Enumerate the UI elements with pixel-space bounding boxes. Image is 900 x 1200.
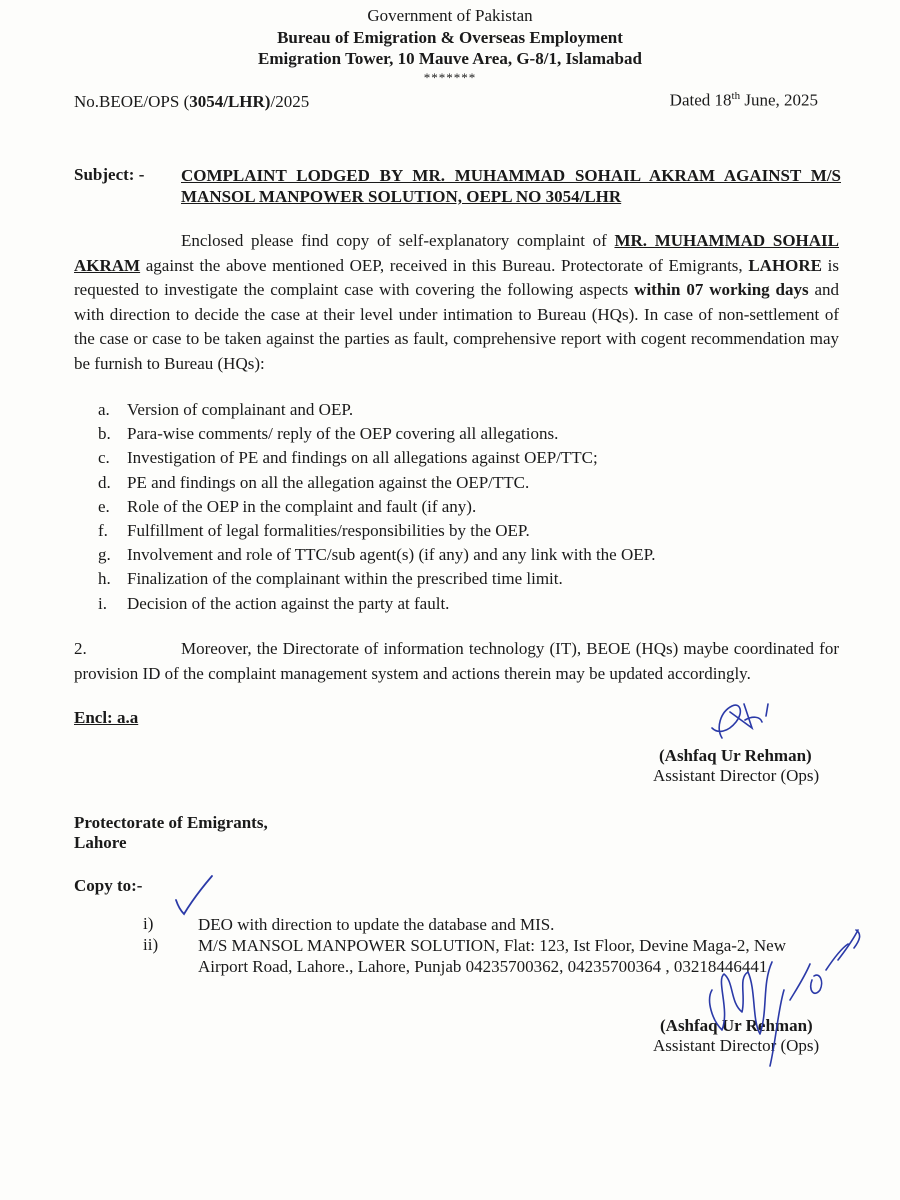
ref-prefix: No.BEOE/OPS ( xyxy=(74,92,190,111)
signatory-name: (Ashfaq Ur Rehman) xyxy=(659,746,812,765)
list-text: PE and findings on all the allegation against the OEP/TTC. xyxy=(127,472,530,492)
list-letter: g. xyxy=(98,545,111,565)
list-item xyxy=(98,398,858,422)
list-text: Decision of the action against the party at fault. xyxy=(127,593,450,613)
list-letter: e. xyxy=(98,496,110,516)
list-text: Investigation of PE and findings on all allegations against OEP/TTC; xyxy=(127,448,598,468)
check-mark xyxy=(176,876,212,914)
list-text: Version of complainant and OEP. xyxy=(127,400,354,419)
complainant-name: MR. MUHAMMAD SOHAIL AKRAM xyxy=(74,231,839,275)
list-item xyxy=(98,471,858,495)
list-item xyxy=(98,567,858,591)
list-letter: d. xyxy=(98,472,111,492)
govt-heading: Government of Pakistan xyxy=(367,6,533,25)
para1-text-a: Enclosed please find copy of self-explanatory complaint of xyxy=(181,231,615,250)
list-item xyxy=(98,519,858,543)
bureau-name: Bureau of Emigration & Overseas Employment xyxy=(277,28,623,47)
reference-number xyxy=(74,92,309,112)
aspects-list xyxy=(98,398,858,616)
list-item xyxy=(98,422,858,446)
list-text: Role of the OEP in the complaint and fault (if any). xyxy=(127,496,477,516)
addressee-line-1: Protectorate of Emigrants, xyxy=(74,813,268,832)
list-item xyxy=(98,495,858,519)
date-prefix: Dated 18 xyxy=(669,90,732,110)
date-sup: th xyxy=(731,90,741,102)
para1-text-b: against the above mentioned OEP, received in this Bureau. Protectorate of Emigrants, xyxy=(140,255,749,275)
list-text: Finalization of the complainant within the prescribed time limit. xyxy=(127,569,563,589)
signatory-title-2: Assistant Director (Ops) xyxy=(653,1036,820,1055)
list-item xyxy=(98,446,858,470)
para2-number: 2. xyxy=(74,639,87,658)
body-paragraph-1 xyxy=(74,229,839,376)
deadline-text: within 07 working days xyxy=(634,280,809,299)
list-text: Para-wise comments/ reply of the OEP covering all allegations. xyxy=(127,424,559,444)
para2-text: Moreover, the Directorate of information technology (IT), BEOE (HQs) maybe coordinated for provision ID of the complaint management system and actions therein may be updated accordingly. xyxy=(74,639,839,683)
para1-text-c: is requested to investigate the complaint case with covering the following aspects xyxy=(74,255,839,299)
header-separator: ******* xyxy=(423,70,477,85)
list-letter: f. xyxy=(98,520,108,540)
copy-to-label: Copy to:- xyxy=(74,876,143,895)
city-name: LAHORE xyxy=(748,255,823,275)
ref-code: 3054/LHR) xyxy=(189,92,271,111)
bureau-address: Emigration Tower, 10 Mauve Area, G-8/1, Islamabad xyxy=(258,49,642,68)
list-letter: c. xyxy=(98,448,110,468)
copy-item-number: ii) xyxy=(143,935,159,954)
date-suffix: June, 2025 xyxy=(740,90,818,110)
copy-item-text: DEO with direction to update the database and MIS. xyxy=(198,915,555,934)
signatory-title: Assistant Director (Ops) xyxy=(653,766,820,785)
subject-label: Subject: - xyxy=(74,165,145,184)
signatory-name-2: (Ashfaq Ur Rehman) xyxy=(660,1016,813,1035)
list-letter: b. xyxy=(98,424,111,444)
copy-item-text: M/S MANSOL MANPOWER SOLUTION, Flat: 123, Ist Floor, Devine Maga-2, New Airport Road, Lahore., Lahore, Punjab 04235700362, 04235700364 , 03218446441 xyxy=(198,936,786,976)
list-item xyxy=(98,543,858,567)
body-paragraph-2 xyxy=(74,637,839,686)
para1-text-d: and with direction to decide the case at their level under intimation to Bureau (HQs). In case of non-settlement of the case or case to be taken against the parties as fault, comprehensive report with cogent recommendation may be furnish to Bureau (HQs): xyxy=(74,280,839,373)
list-item xyxy=(98,592,858,616)
copy-item-number: i) xyxy=(143,914,154,933)
enclosure-note: Encl: a.a xyxy=(74,708,139,727)
list-text: Fulfillment of legal formalities/responsibilities by the OEP. xyxy=(127,520,530,540)
list-letter: i. xyxy=(98,593,107,613)
list-letter: h. xyxy=(98,569,111,589)
list-text: Involvement and role of TTC/sub agent(s) (if any) and any link with the OEP. xyxy=(127,545,656,565)
subject-text: COMPLAINT LODGED BY MR. MUHAMMAD SOHAIL AKRAM AGAINST M/S MANSOL MANPOWER SOLUTION, OEPL NO 3054/LHR xyxy=(181,166,841,206)
list-letter: a. xyxy=(98,400,110,419)
letter-date xyxy=(670,90,818,111)
addressee-line-2: Lahore xyxy=(74,833,127,852)
ref-year: /2025 xyxy=(270,92,310,111)
signature-mark xyxy=(712,704,768,738)
